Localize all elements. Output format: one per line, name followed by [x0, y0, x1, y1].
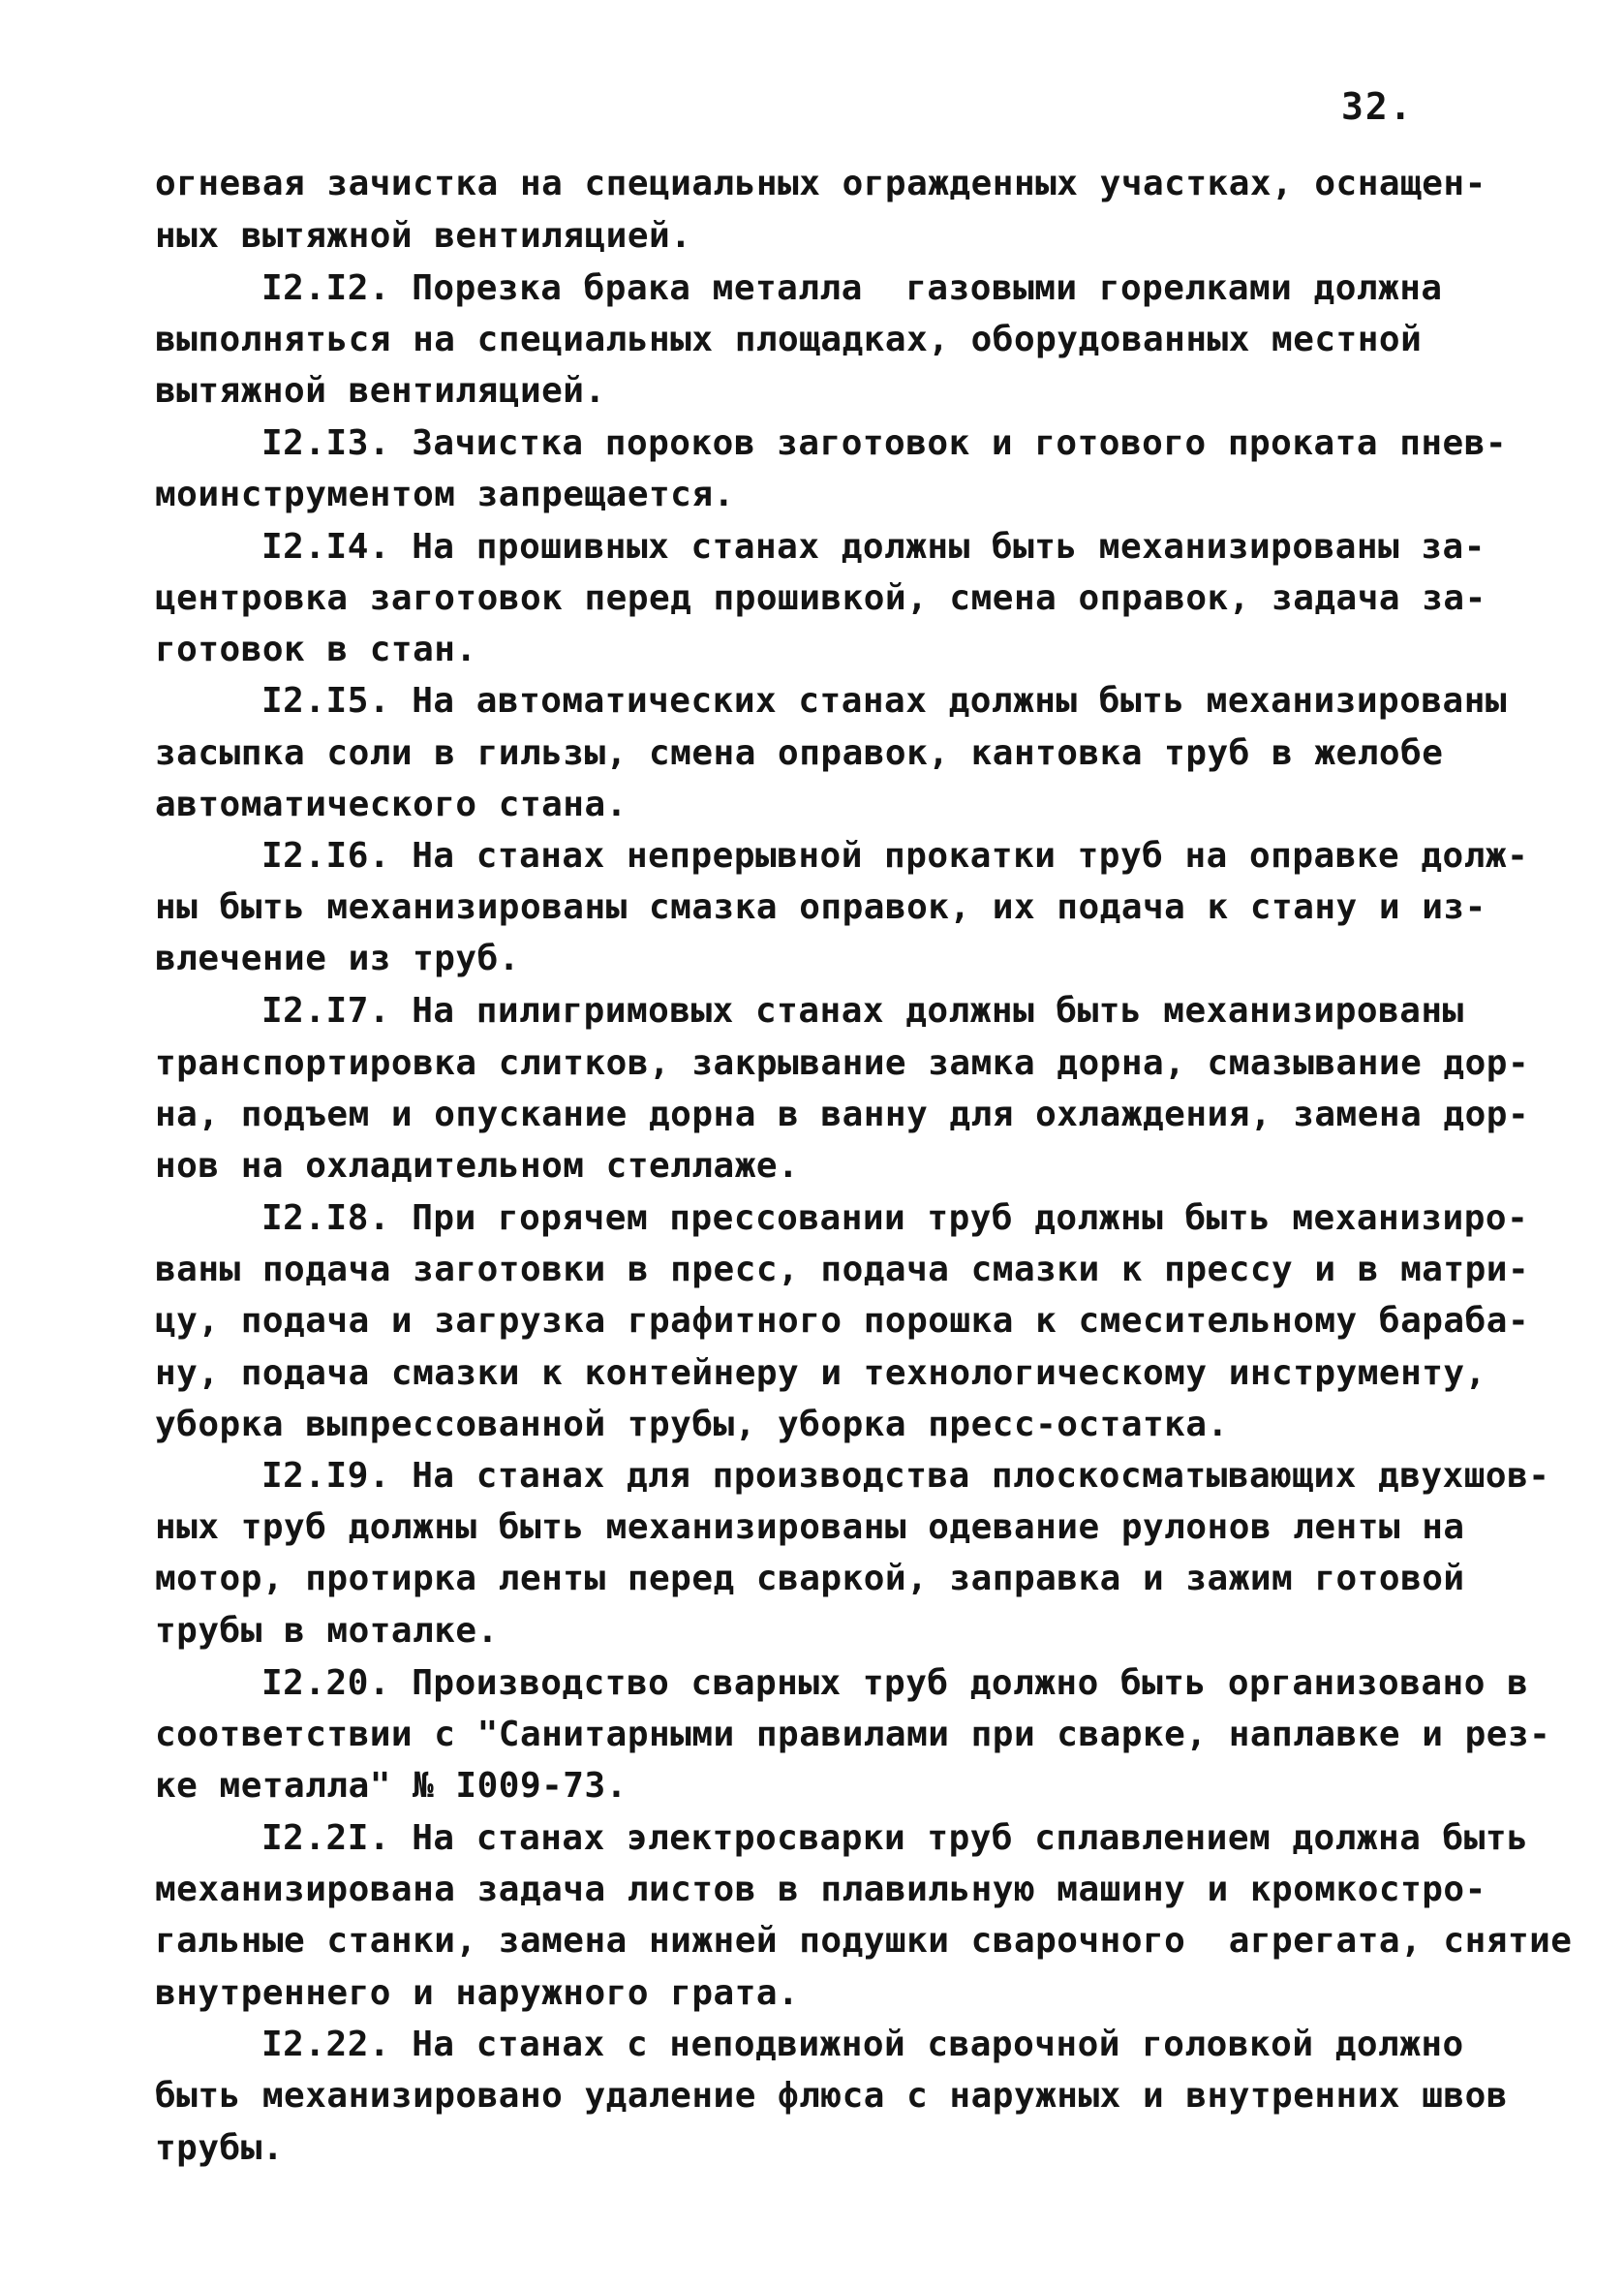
text-line: готовок в стан.	[155, 630, 477, 669]
text-line: выполняться на специальных площадках, оборудованных местной	[155, 320, 1423, 359]
paragraph-start-12-14: I2.I4. На прошивных станах должны быть механизированы за-	[261, 527, 1486, 567]
text-line: внутреннего и наружного грата.	[155, 1973, 800, 2013]
text-line: ке металла" № I009-73.	[155, 1766, 628, 1806]
paragraph-start-12-18: I2.I8. При горячем прессовании труб должны быть механизиро-	[261, 1198, 1529, 1238]
paragraph-start-12-17: I2.I7. На пилигримовых станах должны быть механизированы	[261, 991, 1464, 1031]
text-line: транспортировка слитков, закрывание замка дорна, смазывание дор-	[155, 1043, 1530, 1083]
text-line: механизирована задача листов в плавильную машину и кромкостро-	[155, 1870, 1486, 1909]
text-line: ваны подача заготовки в пресс, подача смазки к прессу и в матри-	[155, 1250, 1530, 1289]
text-line: соответствии с "Санитарными правилами при сварке, наплавке и рез-	[155, 1715, 1551, 1754]
text-line: уборка выпрессованной трубы, уборка пресс-остатка.	[155, 1405, 1229, 1444]
text-line: моинструментом запрещается.	[155, 475, 735, 514]
paragraph-start-12-16: I2.I6. На станах непрерывной прокатки труб на оправке долж-	[261, 836, 1529, 876]
text-line: быть механизировано удаление флюса с наружных и внутренних швов	[155, 2076, 1508, 2116]
text-line: автоматического стана.	[155, 785, 628, 824]
text-line: нов на охладительном стеллаже.	[155, 1146, 800, 1186]
text-line: цу, подача и загрузка графитного порошка к смесительному бараба-	[155, 1301, 1530, 1341]
text-line: трубы в моталке.	[155, 1611, 499, 1651]
text-line: ны быть механизированы смазка оправок, их подача к стану и из-	[155, 887, 1486, 927]
text-line: ну, подача смазки к контейнеру и технологическому инструменту,	[155, 1353, 1486, 1393]
text-line: влечение из труб.	[155, 939, 520, 978]
text-line: на, подъем и опускание дорна в ванну для охлаждения, замена дор-	[155, 1095, 1530, 1134]
paragraph-start-12-12: I2.I2. Порезка брака металла газовыми горелками должна	[261, 268, 1443, 308]
paragraph-start-12-19: I2.I9. На станах для производства плоскосматывающих двухшов-	[261, 1456, 1550, 1496]
text-line: ных труб должны быть механизированы одевание рулонов ленты на	[155, 1507, 1465, 1547]
page-number: 32.	[1341, 85, 1414, 128]
paragraph-start-12-15: I2.I5. На автоматических станах должны быть механизированы	[261, 681, 1508, 721]
text-line: огневая зачистка на специальных огражденных участках, оснащен-	[155, 164, 1486, 203]
text-line: ных вытяжной вентиляцией.	[155, 216, 692, 256]
paragraph-start-12-20: I2.20. Производство сварных труб должно быть организовано в	[261, 1663, 1529, 1703]
paragraph-start-12-22: I2.22. На станах с неподвижной сварочной головкой должно	[261, 2025, 1464, 2064]
text-line: трубы.	[155, 2128, 285, 2168]
paragraph-start-12-13: I2.I3. Зачистка пороков заготовок и готового проката пнев-	[261, 423, 1508, 463]
text-line: мотор, протирка ленты перед сваркой, заправка и зажим готовой	[155, 1559, 1465, 1598]
paragraph-start-12-21: I2.2I. На станах электросварки труб сплавлением должна быть	[261, 1818, 1529, 1858]
text-line: вытяжной вентиляцией.	[155, 371, 606, 411]
text-line: центровка заготовок перед прошивкой, смена оправок, задача за-	[155, 578, 1486, 618]
text-line: гальные станки, замена нижней подушки сварочного агрегата, снятие	[155, 1921, 1573, 1961]
text-line: засыпка соли в гильзы, смена оправок, кантовка труб в желобе	[155, 733, 1444, 773]
